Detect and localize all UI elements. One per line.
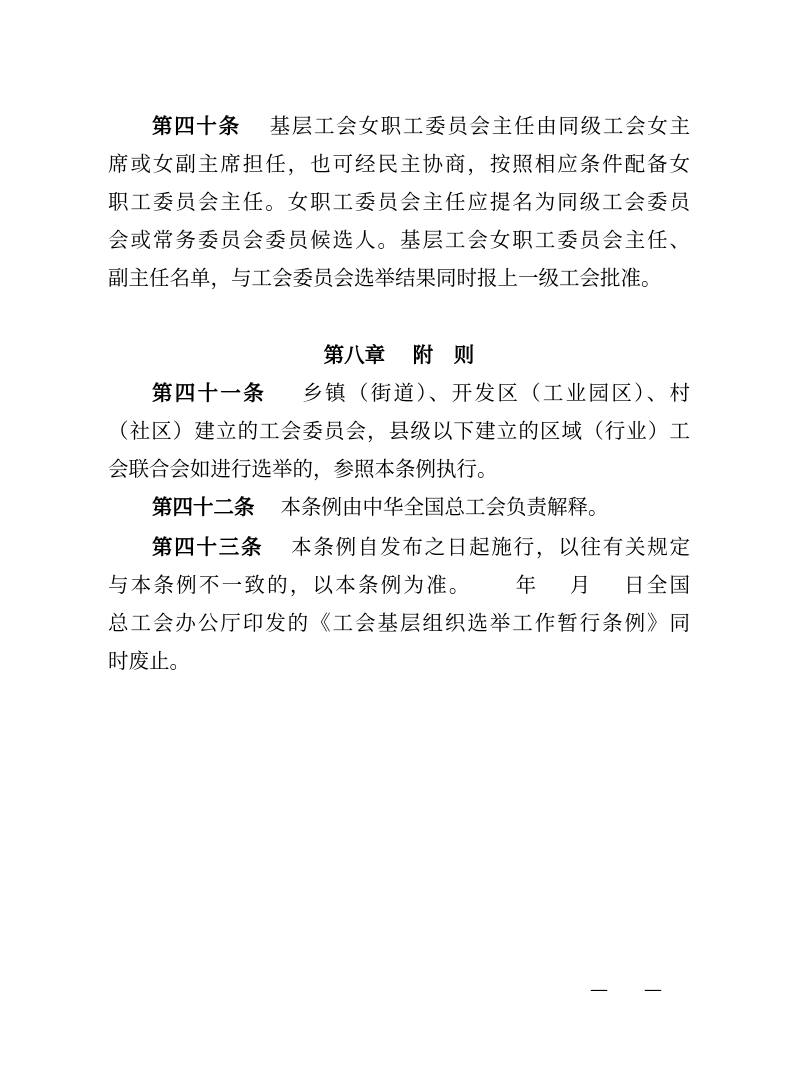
chapter-title: 第八章 附 则 (323, 343, 475, 367)
article-42-line-1: 第四十二条 本条例由中华全国总工会负责解释。 (152, 495, 609, 519)
article-40-line-2: 席或女副主席担任，也可经民主协商，按照相应条件配备女 (108, 152, 690, 176)
article-40-heading: 第四十条 (152, 114, 241, 138)
article-43-line-1: 第四十三条 本条例自发布之日起施行，以往有关规定 (152, 535, 691, 559)
article-43-heading: 第四十三条 (152, 535, 264, 559)
article-40-line-1: 第四十条 基层工会女职工委员会主任由同级工会女主 (152, 114, 691, 138)
article-40-line-5: 副主任名单，与工会委员会选举结果同时报上一级工会批准。 (108, 266, 662, 290)
article-43-line-2: 与本条例不一致的，以本条例为准。 年 月 日全国 (108, 573, 690, 597)
article-41-line-2: （社区）建立的工会委员会，县级以下建立的区域（行业）工 (108, 419, 690, 443)
page-number: — — (590, 979, 662, 1000)
article-41-heading: 第四十一条 (152, 381, 267, 405)
article-42-heading: 第四十二条 (152, 495, 255, 519)
article-43-line-4: 时废止。 (108, 649, 190, 673)
article-40-line-3: 职工委员会主任。女职工委员会主任应提名为同级工会委员 (108, 190, 690, 214)
article-41-line-1: 第四十一条 乡镇（街道）、开发区（工业园区）、村 (152, 381, 691, 405)
article-40-line-4: 会或常务委员会委员候选人。基层工会女职工委员会主任、 (108, 228, 690, 252)
article-41-line-3: 会联合会如进行选举的，参照本条例执行。 (108, 457, 498, 481)
article-43-line-3: 总工会办公厅印发的《工会基层组织选举工作暂行条例》同 (108, 611, 690, 635)
